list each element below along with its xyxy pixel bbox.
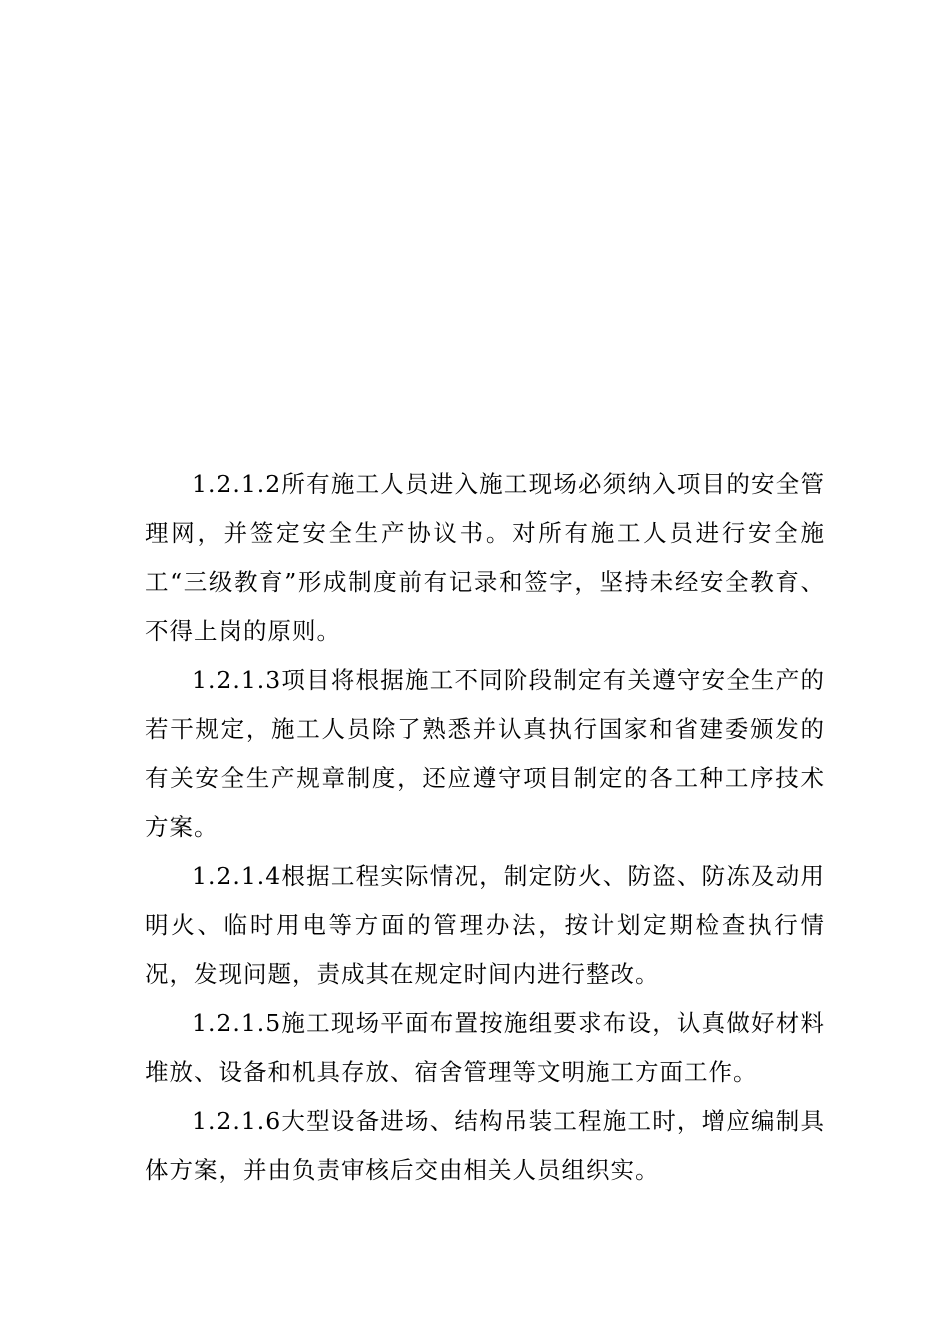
document-body bbox=[145, 460, 825, 1195]
paragraph-1-2-1-3: 1.2.1.3项目将根据施工不同阶段制定有关遵守安全生产的若干规定，施工人员除了熟悉并认真执行国家和省建委颁发的有关安全生产规章制度，还应遵守项目制定的各工种工序技术方案。 bbox=[145, 666, 825, 841]
paragraph-1-2-1-5: 1.2.1.5施工现场平面布置按施组要求布设，认真做好材料堆放、设备和机具存放、宿舍管理等文明施工方面工作。 bbox=[145, 1009, 825, 1086]
paragraph-1-2-1-6: 1.2.1.6大型设备进场、结构吊装工程施工时，增应编制具体方案，并由负责审核后交由相关人员组织实。 bbox=[145, 1107, 825, 1184]
paragraph-1-2-1-4: 1.2.1.4根据工程实际情况，制定防火、防盗、防冻及动用明火、临时用电等方面的管理办法，按计划定期检查执行情况，发现问题，责成其在规定时间内进行整改。 bbox=[145, 862, 825, 988]
paragraph-1-2-1-2: 1.2.1.2所有施工人员进入施工现场必须纳入项目的安全管理网，并签定安全生产协议书。对所有施工人员进行安全施工“三级教育”形成制度前有记录和签字，坚持未经安全教育、不得上岗的原则。 bbox=[145, 470, 825, 645]
